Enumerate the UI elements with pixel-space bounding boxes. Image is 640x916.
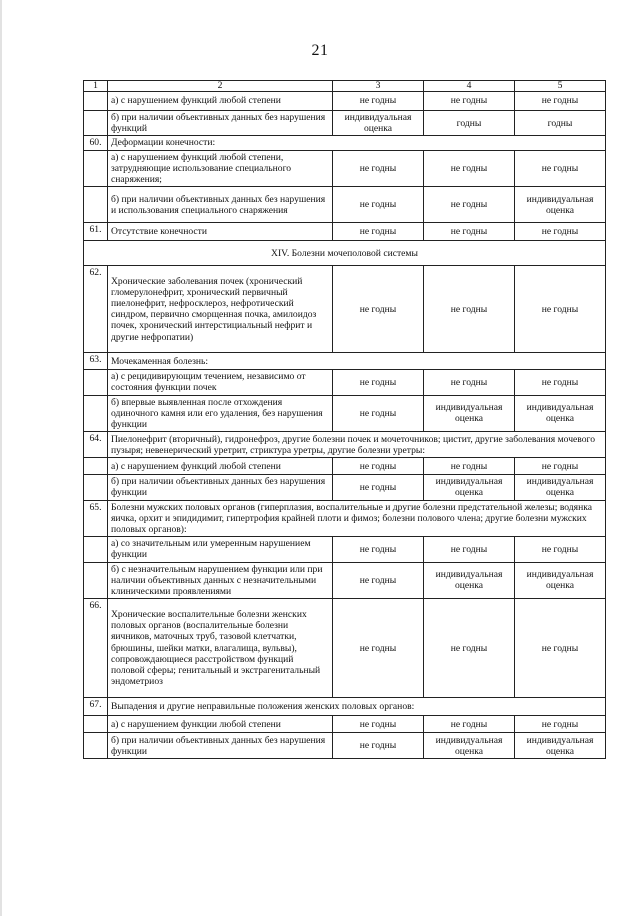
disease-description: Хронические воспалительные болезни женских половых органов (воспалительные болезни яичников, маточных труб, тазовой клетчатки, брюшины, шейки матки, влагалища, вульвы), сопровождающиеся расстройством функций половой сферы; генитальный и экстрагенитальный эндометриоз	[108, 599, 333, 698]
disease-description: а) с рецидивирующим течением, независимо от состояния функции почек	[108, 370, 333, 395]
section-title: XIV. Болезни мочеполовой системы	[84, 241, 606, 266]
category-3-verdict: не годны	[333, 223, 424, 241]
category-5-verdict: индивидуальная оценка	[515, 187, 606, 223]
table-row	[84, 353, 606, 370]
item-number: 64.	[84, 432, 108, 458]
category-3-verdict: не годны	[333, 266, 424, 353]
category-3-verdict: не годны	[333, 475, 424, 500]
disease-description: б) при наличии объективных данных без нарушения функции	[108, 733, 333, 759]
item-number	[84, 716, 108, 733]
table-row	[84, 432, 606, 458]
item-number: 66.	[84, 599, 108, 698]
table-row	[84, 475, 606, 500]
category-5-verdict: не годны	[515, 92, 606, 111]
disease-heading: Деформации конечности:	[108, 136, 606, 150]
item-number	[84, 187, 108, 223]
disease-description: а) с нарушением функций любой степени	[108, 92, 333, 111]
item-number	[84, 395, 108, 432]
category-5-verdict: индивидуальная оценка	[515, 562, 606, 599]
item-number: 60.	[84, 136, 108, 150]
category-4-verdict: индивидуальная оценка	[424, 562, 515, 599]
category-3-verdict: не годны	[333, 92, 424, 111]
disease-heading: Болезни мужских половых органов (гиперплазия, воспалительные и другие болезни предстательной железы; водянка яичка, орхит и эпидидимит, гипертрофия крайней плоти и фимоз; болезни полового члена; другие болезни мужских половых органов):	[108, 500, 606, 537]
category-4-verdict: не годны	[424, 92, 515, 111]
item-number: 65.	[84, 500, 108, 537]
category-3-verdict: не годны	[333, 537, 424, 562]
category-3-verdict: не годны	[333, 716, 424, 733]
table-row	[84, 150, 606, 187]
category-4-verdict: не годны	[424, 599, 515, 698]
category-4-verdict: не годны	[424, 716, 515, 733]
category-5-verdict: индивидуальная оценка	[515, 733, 606, 759]
category-4-verdict: годны	[424, 111, 515, 136]
table-row	[84, 698, 606, 716]
disease-heading: Пиелонефрит (вторичный), гидронефроз, другие болезни почек и мочеточников; цистит, другие заболевания мочевого пузыря; невенерический уретрит, стриктура уретры, другие болезни уретры:	[108, 432, 606, 458]
item-number: 61.	[84, 223, 108, 241]
table-row	[84, 92, 606, 111]
category-5-verdict: не годны	[515, 370, 606, 395]
header-cell: 4	[424, 81, 515, 92]
page-number: 21	[311, 42, 329, 59]
category-5-verdict: не годны	[515, 223, 606, 241]
table-row	[84, 187, 606, 223]
category-4-verdict: не годны	[424, 370, 515, 395]
table-row	[84, 458, 606, 475]
category-4-verdict: индивидуальная оценка	[424, 395, 515, 432]
category-5-verdict: индивидуальная оценка	[515, 475, 606, 500]
item-number	[84, 92, 108, 111]
table-row	[84, 370, 606, 395]
item-number	[84, 537, 108, 562]
table-row	[84, 223, 606, 241]
category-3-verdict: не годны	[333, 599, 424, 698]
table-header-row	[84, 81, 606, 92]
table-row	[84, 266, 606, 353]
category-3-verdict: не годны	[333, 395, 424, 432]
category-3-verdict: не годны	[333, 562, 424, 599]
item-number: 63.	[84, 353, 108, 370]
category-3-verdict: не годны	[333, 187, 424, 223]
header-cell: 5	[515, 81, 606, 92]
scan-edge	[0, 0, 2, 916]
category-4-verdict: не годны	[424, 537, 515, 562]
category-5-verdict: не годны	[515, 266, 606, 353]
table-row	[84, 733, 606, 759]
table-row	[84, 395, 606, 432]
disease-description: б) с незначительным нарушением функции или при наличии объективных данных с незначительными клиническими проявлениями	[108, 562, 333, 599]
category-4-verdict: не годны	[424, 266, 515, 353]
table-row	[84, 537, 606, 562]
item-number	[84, 562, 108, 599]
item-number: 62.	[84, 266, 108, 353]
item-number	[84, 111, 108, 136]
disease-description: а) с нарушением функций любой степени	[108, 458, 333, 475]
item-number	[84, 458, 108, 475]
header-cell: 3	[333, 81, 424, 92]
category-3-verdict: не годны	[333, 458, 424, 475]
disease-description: а) с нарушением функции любой степени	[108, 716, 333, 733]
disease-heading: Мочекаменная болезнь:	[108, 353, 606, 370]
disease-description: Хронические заболевания почек (хронический гломерулонефрит, хронический первичный пиелонефрит, нефросклероз, нефротический синдром, первично сморщенная почка, амилоидоз почек, хронический интерстициальный нефрит и другие нефропатии)	[108, 266, 333, 353]
category-4-verdict: не годны	[424, 187, 515, 223]
table-row	[84, 136, 606, 150]
category-3-verdict: индивидуальная оценка	[333, 111, 424, 136]
disease-description: б) впервые выявленная после отхождения одиночного камня или его удаления, без нарушения функции	[108, 395, 333, 432]
category-5-verdict: не годны	[515, 458, 606, 475]
category-4-verdict: не годны	[424, 223, 515, 241]
table-row	[84, 562, 606, 599]
category-5-verdict: не годны	[515, 716, 606, 733]
category-3-verdict: не годны	[333, 370, 424, 395]
disease-heading: Выпадения и другие неправильные положения женских половых органов:	[108, 698, 606, 716]
section-row	[84, 241, 606, 266]
category-5-verdict: не годны	[515, 150, 606, 187]
category-4-verdict: не годны	[424, 150, 515, 187]
category-4-verdict: индивидуальная оценка	[424, 475, 515, 500]
category-5-verdict: годны	[515, 111, 606, 136]
table-row	[84, 716, 606, 733]
header-cell: 1	[84, 81, 108, 92]
disease-description: б) при наличии объективных данных без нарушения и использования специального снаряжения	[108, 187, 333, 223]
category-5-verdict: не годны	[515, 537, 606, 562]
table-row	[84, 500, 606, 537]
disease-description: б) при наличии объективных данных без нарушения функции	[108, 475, 333, 500]
item-number	[84, 733, 108, 759]
requirements-table	[83, 80, 606, 759]
category-3-verdict: не годны	[333, 733, 424, 759]
table-row	[84, 111, 606, 136]
category-4-verdict: не годны	[424, 458, 515, 475]
category-5-verdict: индивидуальная оценка	[515, 395, 606, 432]
category-5-verdict: не годны	[515, 599, 606, 698]
disease-description: Отсутствие конечности	[108, 223, 333, 241]
disease-description: а) с нарушением функций любой степени, затрудняющие использование специального снаряжения;	[108, 150, 333, 187]
header-cell: 2	[108, 81, 333, 92]
item-number	[84, 150, 108, 187]
category-3-verdict: не годны	[333, 150, 424, 187]
item-number: 67.	[84, 698, 108, 716]
category-4-verdict: индивидуальная оценка	[424, 733, 515, 759]
item-number	[84, 475, 108, 500]
disease-description: а) со значительным или умеренным нарушением функции	[108, 537, 333, 562]
disease-description: б) при наличии объективных данных без нарушения функций	[108, 111, 333, 136]
item-number	[84, 370, 108, 395]
table-row	[84, 599, 606, 698]
